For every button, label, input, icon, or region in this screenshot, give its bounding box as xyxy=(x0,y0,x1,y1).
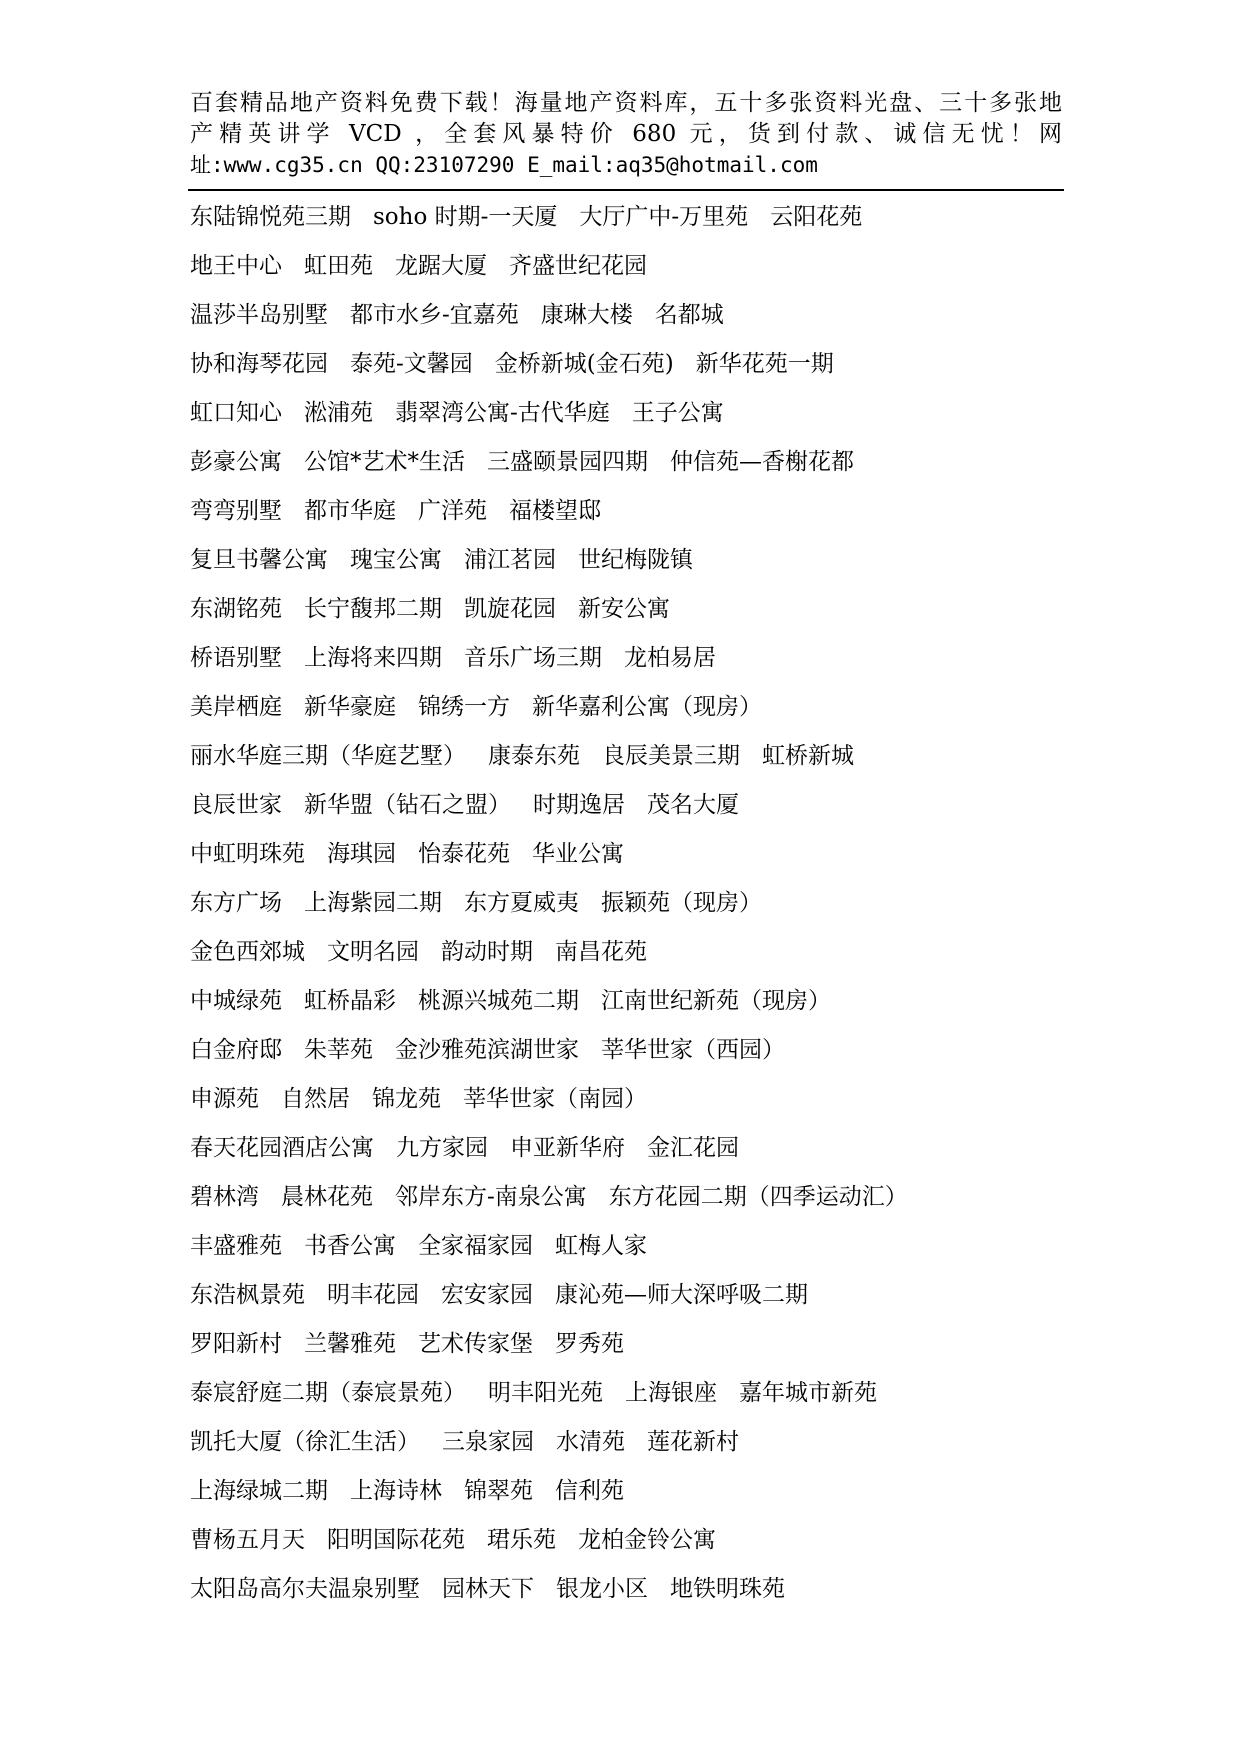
list-item: 东方夏威夷 xyxy=(464,890,579,916)
list-item: 信利苑 xyxy=(555,1478,624,1504)
list-item: 韵动时期 xyxy=(441,939,533,965)
list-item: 东陆锦悦苑三期 xyxy=(190,204,351,230)
list-item: 东方花园二期（四季运动汇） xyxy=(608,1184,908,1210)
list-row xyxy=(190,295,1090,344)
list-item: 音乐广场三期 xyxy=(464,645,602,671)
list-item: 嘉年城市新苑 xyxy=(739,1380,877,1406)
list-item: 康琳大楼 xyxy=(540,302,633,328)
list-row xyxy=(190,344,1090,393)
list-item: 金汇花园 xyxy=(647,1135,739,1161)
list-item: 申亚新华府 xyxy=(510,1135,625,1161)
list-item: 东湖铭苑 xyxy=(190,596,282,622)
list-item: 长宁馥邦二期 xyxy=(304,596,442,622)
list-row xyxy=(190,491,1090,540)
list-item: 桥语别墅 xyxy=(190,645,282,671)
list-item: 瑰宝公寓 xyxy=(350,547,442,573)
list-item: 莲花新村 xyxy=(647,1429,739,1455)
list-item: 广洋苑 xyxy=(418,498,487,524)
list-item: 上海诗林 xyxy=(350,1478,442,1504)
list-item: 银龙小区 xyxy=(556,1576,648,1602)
list-row xyxy=(190,1471,1090,1520)
list-row xyxy=(190,1275,1090,1324)
list-item: 浦江茗园 xyxy=(464,547,556,573)
list-item: 上海紫园二期 xyxy=(304,890,442,916)
list-item: 上海绿城二期 xyxy=(190,1478,328,1504)
list-item: 虹口知心 xyxy=(190,400,282,426)
list-item: 阳明国际花苑 xyxy=(327,1527,465,1553)
header-line-1: 百套精品地产资料免费下载！海量地产资料库，五十多张资料光盘、三十多张地 xyxy=(190,90,1062,116)
list-item: 江南世纪新苑（现房） xyxy=(601,988,831,1014)
list-item: 泰宸舒庭二期（泰宸景苑） xyxy=(190,1380,466,1406)
list-row xyxy=(190,736,1090,785)
list-item: 园林天下 xyxy=(442,1576,534,1602)
list-item: 地王中心 xyxy=(190,253,282,279)
list-item: 东方广场 xyxy=(190,890,282,916)
list-item: 福楼望邸 xyxy=(509,498,601,524)
header-divider xyxy=(188,189,1064,191)
list-item: 上海银座 xyxy=(625,1380,717,1406)
list-item: 新华豪庭 xyxy=(304,694,396,720)
property-list xyxy=(190,197,1090,1618)
list-item: 良辰世家 xyxy=(190,792,282,818)
list-row xyxy=(190,1030,1090,1079)
list-item: 丰盛雅苑 xyxy=(190,1233,282,1259)
list-item: 王子公寓 xyxy=(631,400,724,426)
list-row xyxy=(190,785,1090,834)
list-item: 虹田苑 xyxy=(304,253,373,279)
list-row xyxy=(190,1373,1090,1422)
list-row xyxy=(190,638,1090,687)
list-row xyxy=(190,1128,1090,1177)
list-item: 桃源兴城苑二期 xyxy=(418,988,579,1014)
list-item: 金沙雅苑滨湖世家 xyxy=(395,1037,579,1063)
list-item: 全家福家园 xyxy=(418,1233,533,1259)
list-item: 康沁苑—师大深呼吸二期 xyxy=(555,1282,808,1308)
list-item: 书香公寓 xyxy=(304,1233,396,1259)
list-item: 美岸栖庭 xyxy=(190,694,282,720)
list-item: 晨林花苑 xyxy=(281,1184,373,1210)
list-row xyxy=(190,1520,1090,1569)
list-item: 彭豪公寓 xyxy=(190,449,282,475)
list-item: 仲信苑—香榭花都 xyxy=(670,449,854,475)
list-row xyxy=(190,1177,1090,1226)
list-item: 罗阳新村 xyxy=(190,1331,282,1357)
list-item: 协和海琴花园 xyxy=(190,351,328,377)
header-line-3: 址:www.cg35.cn QQ:23107290 E_mail:aq35@hotmail.com xyxy=(190,153,818,177)
list-item: 怡泰花苑 xyxy=(418,841,510,867)
list-item: 良辰美景三期 xyxy=(602,743,740,769)
list-row xyxy=(190,589,1090,638)
list-item: 公馆*艺术*生活 xyxy=(304,449,465,475)
list-item: 新华嘉利公寓（现房） xyxy=(532,694,762,720)
list-item: 龙柏易居 xyxy=(624,645,716,671)
list-row xyxy=(190,393,1090,442)
list-item: 文明名园 xyxy=(327,939,419,965)
list-item: 虹桥新城 xyxy=(762,743,854,769)
list-item: 曹杨五月天 xyxy=(190,1527,305,1553)
list-item: 南昌花苑 xyxy=(555,939,647,965)
list-row xyxy=(190,246,1090,295)
list-row xyxy=(190,1569,1090,1618)
list-item: 名都城 xyxy=(654,302,724,328)
list-row xyxy=(190,687,1090,736)
list-item: 丽水华庭三期（华庭艺墅） xyxy=(190,743,466,769)
list-item: 都市华庭 xyxy=(304,498,396,524)
list-item: 华业公寓 xyxy=(532,841,624,867)
list-item: 时期逸居 xyxy=(533,792,625,818)
list-item: 锦翠苑 xyxy=(464,1478,533,1504)
list-item: 中城绿苑 xyxy=(190,988,282,1014)
list-item: soho 时期-一天厦 xyxy=(373,204,558,230)
list-item: 龙踞大厦 xyxy=(395,253,487,279)
list-item: 自然居 xyxy=(281,1086,350,1112)
list-item: 九方家园 xyxy=(396,1135,488,1161)
list-row xyxy=(190,1422,1090,1471)
list-item: 新华盟（钻石之盟） xyxy=(304,792,511,818)
list-row xyxy=(190,1324,1090,1373)
list-row xyxy=(190,981,1090,1030)
list-item: 上海将来四期 xyxy=(304,645,442,671)
list-item: 碧林湾 xyxy=(190,1184,259,1210)
list-row xyxy=(190,932,1090,981)
header-line-2: 产精英讲学 VCD ，全套风暴特价 680 元，货到付款、诚信无忧！网 xyxy=(190,121,1062,147)
list-item: 太阳岛高尔夫温泉别墅 xyxy=(190,1576,420,1602)
list-item: 金色西郊城 xyxy=(190,939,305,965)
list-item: 申源苑 xyxy=(190,1086,259,1112)
list-item: 新华花苑一期 xyxy=(695,351,834,377)
list-item: 翡翠湾公寓-古代华庭 xyxy=(395,400,610,426)
list-item: 中虹明珠苑 xyxy=(190,841,305,867)
list-item: 大厅广中-万里苑 xyxy=(579,204,749,230)
list-item: 白金府邸 xyxy=(190,1037,282,1063)
list-item: 三泉家园 xyxy=(442,1429,534,1455)
list-row xyxy=(190,540,1090,589)
list-row xyxy=(190,197,1090,246)
list-item: 泰苑-文馨园 xyxy=(350,351,473,377)
list-item: 凯托大厦（徐汇生活） xyxy=(190,1429,420,1455)
list-item: 邻岸东方-南泉公寓 xyxy=(395,1184,587,1210)
list-item: 振颖苑（现房） xyxy=(601,890,762,916)
list-item: 朱莘苑 xyxy=(304,1037,373,1063)
list-row xyxy=(190,1079,1090,1128)
list-item: 云阳花苑 xyxy=(770,204,863,230)
list-item: 茂名大厦 xyxy=(647,792,739,818)
page-header xyxy=(190,88,1062,181)
list-item: 海琪园 xyxy=(327,841,396,867)
list-item: 宏安家园 xyxy=(441,1282,533,1308)
list-item: 珺乐苑 xyxy=(487,1527,556,1553)
list-item: 淞浦苑 xyxy=(304,400,373,426)
list-item: 水清苑 xyxy=(556,1429,625,1455)
list-item: 艺术传家堡 xyxy=(418,1331,533,1357)
list-item: 锦龙苑 xyxy=(372,1086,441,1112)
list-item: 锦绣一方 xyxy=(418,694,510,720)
list-item: 齐盛世纪花园 xyxy=(509,253,647,279)
list-item: 罗秀苑 xyxy=(555,1331,624,1357)
list-item: 三盛颐景园四期 xyxy=(487,449,648,475)
list-item: 虹桥晶彩 xyxy=(304,988,396,1014)
list-item: 复旦书馨公寓 xyxy=(190,547,328,573)
list-item: 凯旋花园 xyxy=(464,596,556,622)
list-item: 地铁明珠苑 xyxy=(670,1576,785,1602)
list-item: 世纪梅陇镇 xyxy=(578,547,693,573)
list-item: 明丰花园 xyxy=(327,1282,419,1308)
list-item: 东浩枫景苑 xyxy=(190,1282,305,1308)
list-item: 莘华世家（南园） xyxy=(463,1086,647,1112)
list-item: 金桥新城(金石苑) xyxy=(494,351,674,377)
list-item: 春天花园酒店公寓 xyxy=(190,1135,374,1161)
list-item: 弯弯别墅 xyxy=(190,498,282,524)
list-row xyxy=(190,1226,1090,1275)
list-row xyxy=(190,442,1090,491)
list-item: 新安公寓 xyxy=(578,596,670,622)
list-item: 明丰阳光苑 xyxy=(488,1380,603,1406)
list-item: 莘华世家（西园） xyxy=(601,1037,785,1063)
list-item: 兰馨雅苑 xyxy=(304,1331,396,1357)
list-row xyxy=(190,883,1090,932)
list-item: 温莎半岛别墅 xyxy=(190,302,328,328)
list-item: 都市水乡-宜嘉苑 xyxy=(350,302,519,328)
list-row xyxy=(190,834,1090,883)
list-item: 虹梅人家 xyxy=(555,1233,647,1259)
list-item: 龙柏金铃公寓 xyxy=(578,1527,716,1553)
list-item: 康泰东苑 xyxy=(488,743,580,769)
